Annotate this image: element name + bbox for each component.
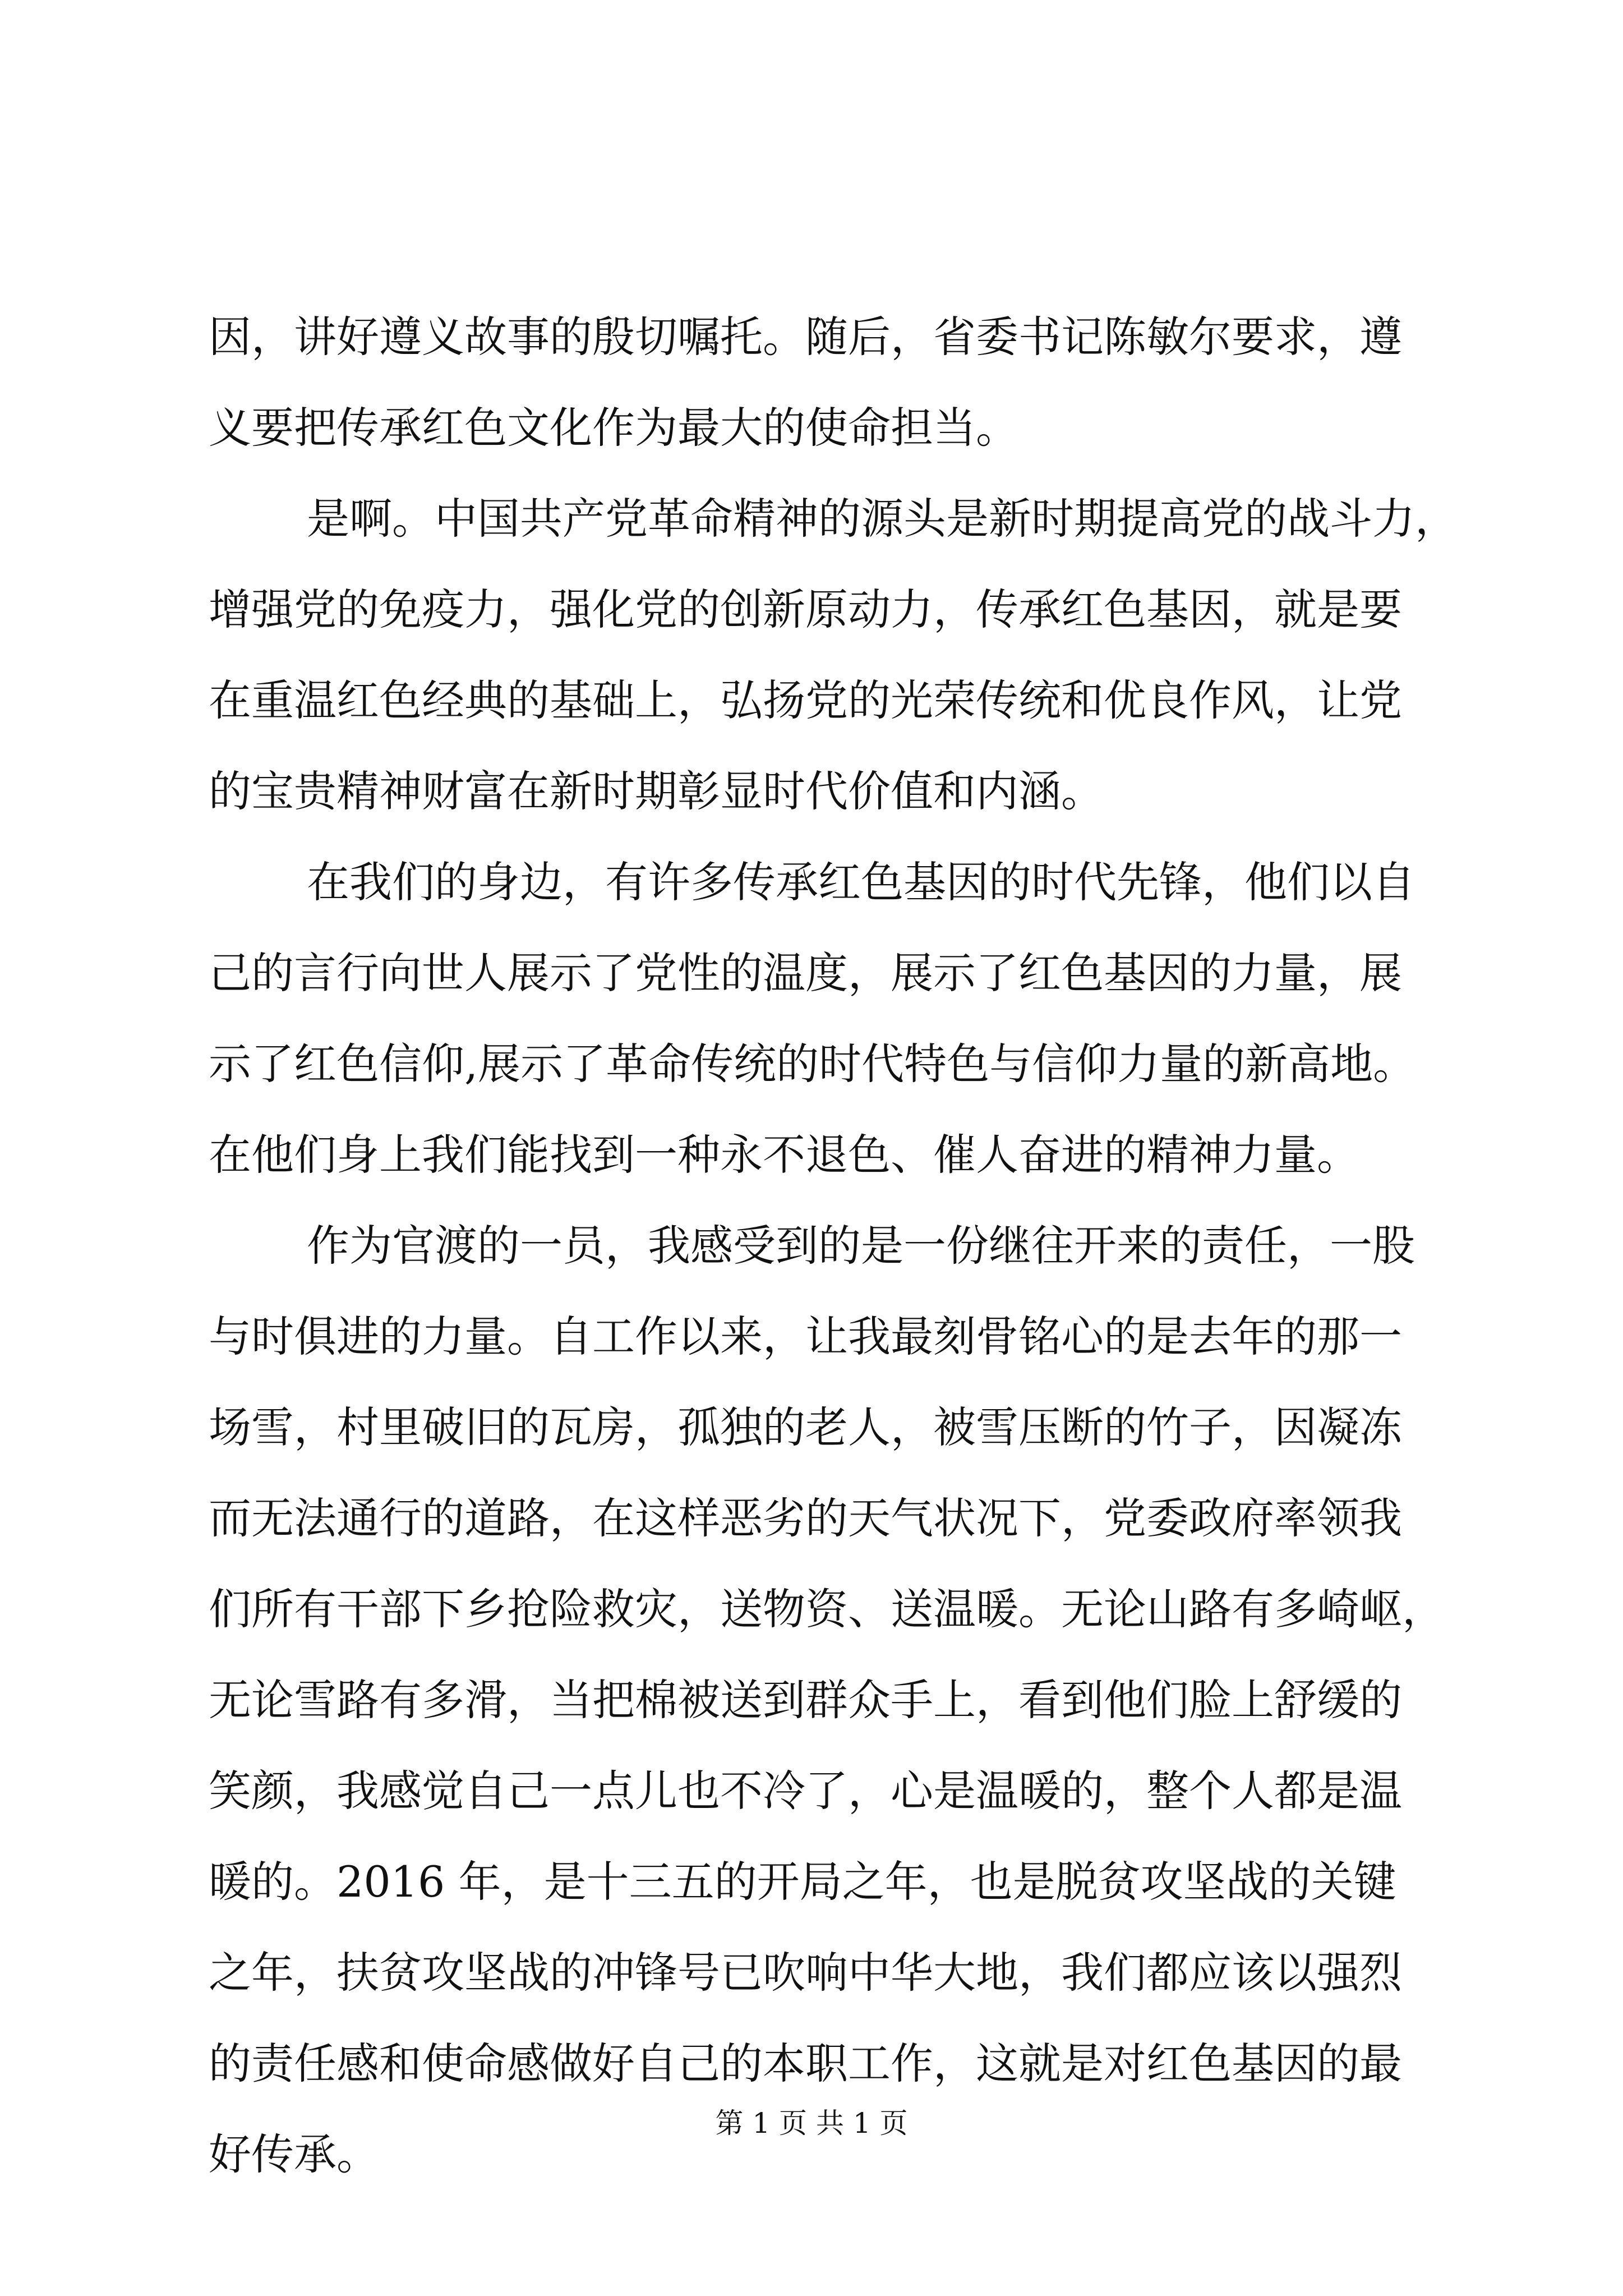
text-line: 因，讲好遵义故事的殷切嘱托。随后，省委书记陈敏尔要求，遵 bbox=[209, 312, 1402, 362]
text-line: 好传承。 bbox=[209, 2129, 379, 2179]
text-line: 增强党的免疫力，强化党的创新原动力，传承红色基因，就是要 bbox=[209, 585, 1402, 634]
text-line: 与时俱进的力量。自工作以来，让我最刻骨铭心的是去年的那一 bbox=[209, 1312, 1402, 1361]
text-line: 无论雪路有多滑，当把棉被送到群众手上，看到他们脸上舒缓的 bbox=[209, 1675, 1402, 1725]
page-number-footer: 第 1 页 共 1 页 bbox=[715, 2107, 908, 2139]
text-line: 的宝贵精神财富在新时期彰显时代价值和内涵。 bbox=[209, 766, 1104, 816]
paragraph-first-line: 作为官渡的一员，我感受到的是一份继往开来的责任，一股 bbox=[307, 1221, 1415, 1271]
text-line: 暖的。2016 年，是十三五的开局之年，也是脱贫攻坚战的关键 bbox=[209, 1857, 1396, 1907]
text-line: 的责任感和使命感做好自己的本职工作，这就是对红色基因的最 bbox=[209, 2039, 1402, 2088]
text-line: 义要把传承红色文化作为最大的使命担当。 bbox=[209, 403, 1018, 453]
text-line: 笑颜，我感觉自己一点儿也不冷了，心是温暖的，整个人都是温 bbox=[209, 1766, 1402, 1816]
text-line: 己的言行向世人展示了党性的温度，展示了红色基因的力量，展 bbox=[209, 948, 1402, 998]
paragraph-first-line: 在我们的身边，有许多传承红色基因的时代先锋，他们以自 bbox=[307, 857, 1415, 907]
text-line: 场雪，村里破旧的瓦房，孤独的老人，被雪压断的竹子，因凝冻 bbox=[209, 1402, 1402, 1452]
text-line: 示了红色信仰,展示了革命传统的时代特色与信仰力量的新高地。 bbox=[209, 1039, 1416, 1089]
text-line: 们所有干部下乡抢险救灾，送物资、送温暖。无论山路有多崎岖， bbox=[209, 1584, 1445, 1634]
text-line: 之年，扶贫攻坚战的冲锋号已吹响中华大地，我们都应该以强烈 bbox=[209, 1948, 1402, 1998]
text-line: 在重温红色经典的基础上，弘扬党的光荣传统和优良作风，让党 bbox=[209, 675, 1402, 725]
text-line: 在他们身上我们能找到一种永不退色、催人奋进的精神力量。 bbox=[209, 1130, 1359, 1180]
paragraph-first-line: 是啊。中国共产党革命精神的源头是新时期提高党的战斗力， bbox=[307, 494, 1458, 544]
text-line: 而无法通行的道路，在这样恶劣的天气状况下，党委政府率领我 bbox=[209, 1493, 1402, 1543]
document-body bbox=[209, 292, 1458, 2200]
